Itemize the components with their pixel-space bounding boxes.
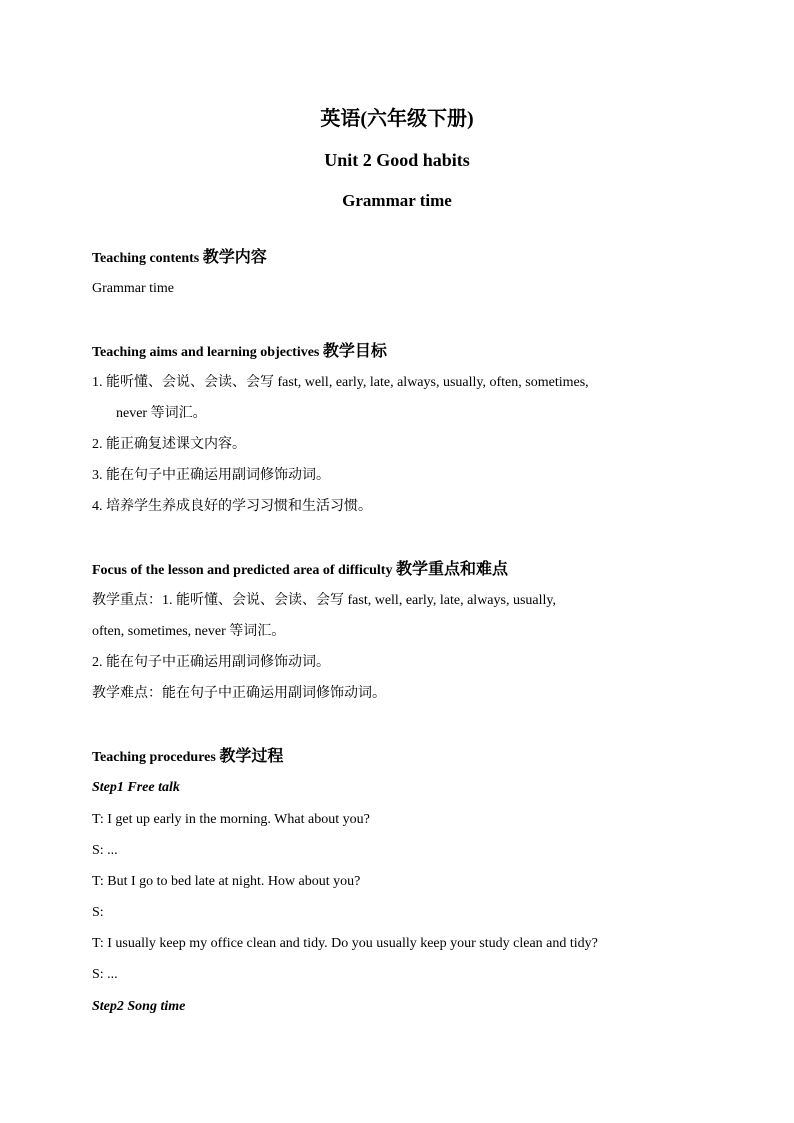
focus-line: 2. 能在句子中正确运用副词修饰动词。 — [92, 655, 330, 670]
unit-title: Unit 2 Good habits — [324, 150, 470, 170]
focus-heading-en: Focus of the lesson and predicted area of difficulty — [92, 563, 396, 578]
procedures-heading-en: Teaching procedures — [92, 750, 220, 765]
difficulty-line: 教学难点：能在句子中正确运用副词修饰动词。 — [92, 686, 386, 701]
focus-heading-zh: 教学重点和难点 — [395, 561, 508, 578]
dialogue-line: T: I usually keep my office clean and tidy. Do you usually keep your study clean and tidy? — [92, 936, 598, 951]
dialogue-line: T: But I go to bed late at night. How about you? — [92, 874, 361, 889]
aims-item: 2. 能正确复述课文内容。 — [92, 437, 246, 452]
dialogue-line: S: ... — [92, 967, 118, 982]
focus-line: 教学重点：1. 能听懂、会说、会读、会写 fast, well, early, late, always, usually, — [92, 593, 557, 608]
dialogue-line: S: — [92, 905, 104, 920]
focus-line: often, sometimes, never 等词汇。 — [92, 624, 286, 639]
aims-heading-en: Teaching aims and learning objectives — [92, 345, 323, 360]
document-title: 英语(六年级下册) — [320, 108, 474, 130]
contents-heading-zh: 教学内容 — [202, 249, 267, 266]
step1-heading: Step1 Free talk — [92, 780, 180, 795]
procedures-heading — [92, 747, 283, 768]
dialogue-line: T: I get up early in the morning. What about you? — [92, 812, 370, 827]
procedures-heading-zh: 教学过程 — [219, 748, 284, 765]
dialogue-line: S: ... — [92, 843, 118, 858]
focus-heading — [92, 560, 508, 581]
step2-heading: Step2 Song time — [92, 999, 186, 1014]
aims-item: 4. 培养学生养成良好的学习习惯和生活习惯。 — [92, 499, 372, 514]
aims-item: 3. 能在句子中正确运用副词修饰动词。 — [92, 468, 330, 483]
lesson-title: Grammar time — [342, 191, 452, 210]
aims-item: 1. 能听懂、会说、会读、会写 fast, well, early, late, always, usually, often, sometimes, — [92, 375, 589, 390]
aims-heading-zh: 教学目标 — [322, 343, 387, 360]
contents-text: Grammar time — [92, 281, 175, 296]
contents-heading — [92, 248, 267, 269]
aims-heading — [92, 342, 387, 363]
contents-heading-en: Teaching contents — [92, 251, 203, 266]
aims-item-continuation: never 等词汇。 — [116, 406, 207, 421]
